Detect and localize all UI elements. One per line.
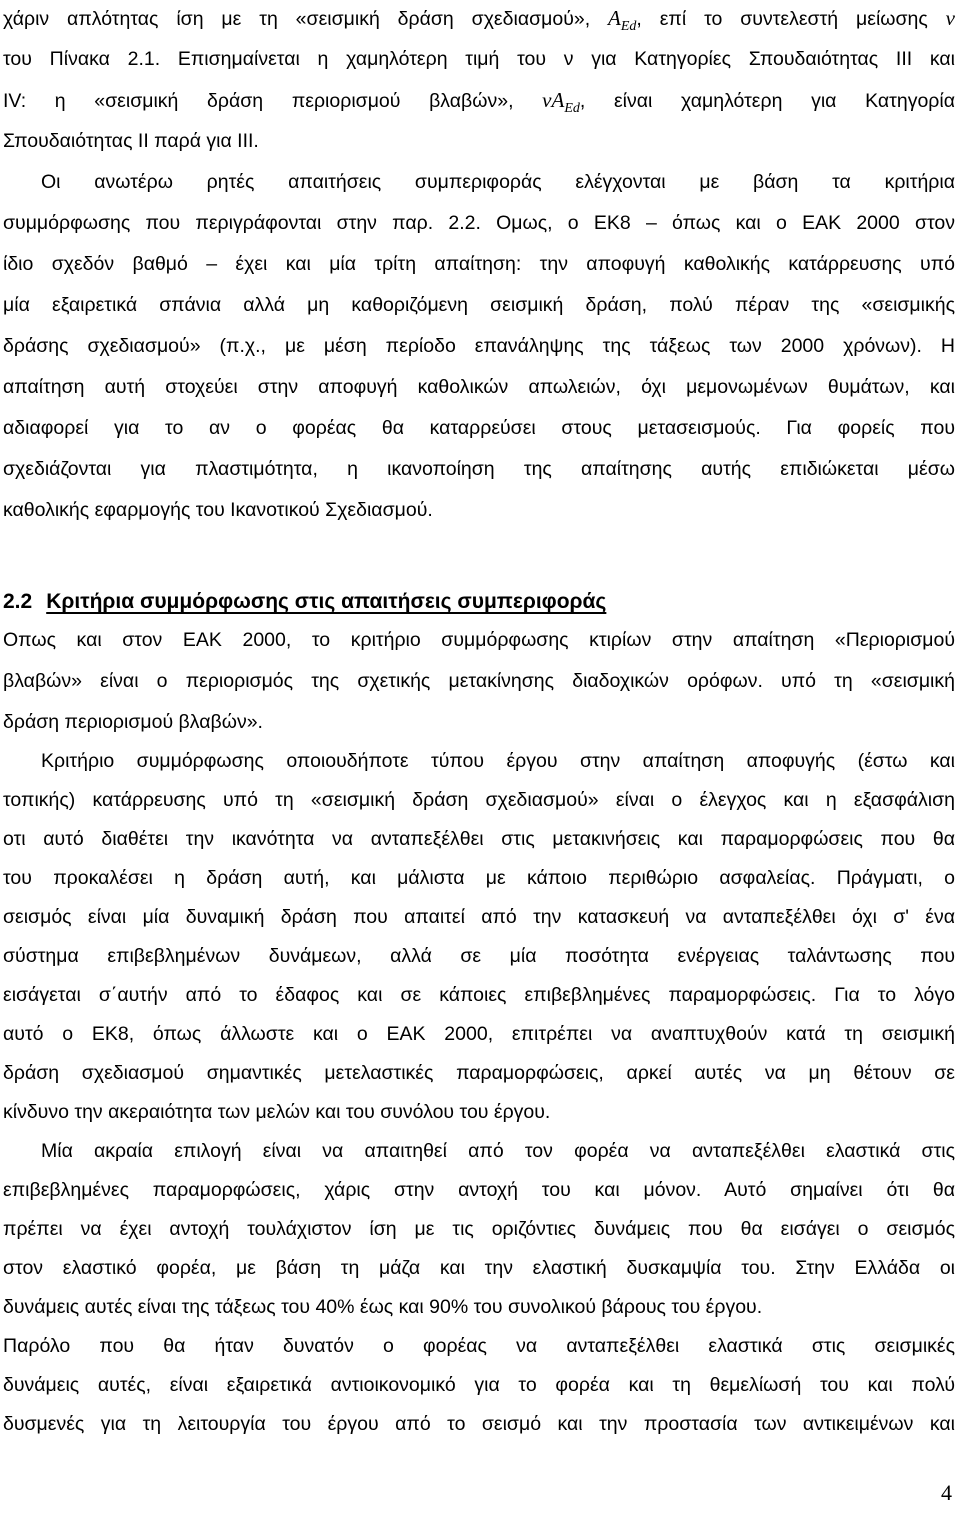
math-symbol: ν: [945, 6, 955, 30]
math-symbol: $\nu A_{Ed}$: [542, 88, 580, 116]
paragraph-line: αυτό ο ΕΚ8, όπως άλλωστε και ο ΕΑΚ 2000, επιτρέπει να αναπτυχθούν κατά τη σεισμική: [3, 1023, 955, 1045]
paragraph-line: σεισμός είναι μία δυναμική δράση που απαιτεί από την κατασκευή να ανταπεξέλθει όχι σ' ένα: [3, 906, 955, 928]
paragraph-line: επιβεβλημένες παραμορφώσεις, χάρις στην αντοχή του και μόνον. Αυτό σημαίνει ότι θα: [3, 1179, 955, 1201]
paragraph-line: οτι αυτό διαθέτει την ικανότητα να ανταπεξέλθει στις μετακινήσεις και παραμορφώσεις που θα: [3, 828, 955, 850]
paragraph-line: καθολικής εφαρμογής του Ικανοτικού Σχεδιασμού.: [3, 499, 433, 521]
paragraph-line: Παρόλο που θα ήταν δυνατόν ο φορέας να ανταπεξέλθει ελαστικά στις σεισμικές: [3, 1335, 955, 1357]
paragraph-line: συμμόρφωσης που περιγράφονται στην παρ. 2.2. Ομως, ο ΕΚ8 – όπως και ο ΕΑΚ 2000 στον: [3, 212, 955, 234]
text-line: Σπουδαιότητας ΙΙ παρά για ΙΙΙ.: [3, 130, 259, 152]
paragraph-line: τοπικής) κατάρρευσης υπό τη «σεισμική δράση σχεδιασμού» είναι ο έλεγχος και η εξασφάλιση: [3, 789, 955, 811]
paragraph-line: βλαβών» είναι ο περιορισμός της σχετικής μετακίνησης διαδοχικών ορόφων. υπό τη «σεισμική: [3, 670, 955, 692]
page-number: 4: [941, 1480, 952, 1505]
math-symbol: $A_{Ed}$: [608, 6, 637, 34]
section-heading: [3, 590, 955, 614]
paragraph-line: Κριτήριο συμμόρφωσης οποιουδήποτε τύπου έργου στην απαίτηση αποφυγής (έστω και: [41, 750, 955, 772]
paragraph-line: εισάγεται σ΄αυτήν από το έδαφος και σε κάποιες επιβεβλημένες παραμορφώσεις. Για το λόγο: [3, 984, 955, 1006]
paragraph-line: Οπως και στον ΕΑΚ 2000, το κριτήριο συμμόρφωσης κτιρίων στην απαίτηση «Περιορισμού: [3, 629, 955, 651]
paragraph-line: σχεδιάζονται για πλαστιμότητα, η ικανοποίηση της απαίτησης αυτής επιδιώκεται μέσω: [3, 458, 955, 480]
paragraph-line: Οι ανωτέρω ρητές απαιτήσεις συμπεριφοράς ελέγχονται με βάση τα κριτήρια: [41, 171, 955, 193]
paragraph-line: Μία ακραία επιλογή είναι να απαιτηθεί από τον φορέα να ανταπεξέλθει ελαστικά στις: [41, 1140, 955, 1162]
section-title: Κριτήρια συμμόρφωσης στις απαιτήσεις συμπεριφοράς: [46, 590, 607, 613]
paragraph-line: δυνάμεις αυτές είναι της τάξεως του 40% έως και 90% του συνολικού βάρους του έργου.: [3, 1296, 763, 1318]
paragraph-line: αδιαφορεί για το αν ο φορέας θα καταρρεύσει στους μετασεισμούς. Για φορείς που: [3, 417, 955, 439]
paragraph-line: δράσης σχεδιασμού» (π.χ., με μέση περίοδο επανάληψης της τάξεως των 2000 χρόνων). Η: [3, 335, 955, 357]
text-line: IV: η «σεισμική δράση περιορισμού βλαβών», $\nu A_{Ed}$, είναι χαμηλότερη για Κατηγορία: [3, 88, 955, 116]
paragraph-line: κίνδυνο την ακεραιότητα των μελών και του συνόλου του έργου.: [3, 1101, 551, 1123]
paragraph-line: δυσμενές για τη λειτουργία του έργου από το σεισμό και την προστασία των αντικειμένων και: [3, 1413, 955, 1435]
text-line: χάριν απλότητας ίση με τη «σεισμική δράση σχεδιασμού», $A_{Ed}$, επί το συντελεστή μείωσης ν: [3, 6, 955, 34]
section-number: 2.2: [3, 590, 33, 613]
paragraph-line: πρέπει να έχει αντοχή τουλάχιστον ίση με τις οριζόντιες δυνάμεις που θα εισάγει ο σεισμός: [3, 1218, 955, 1240]
paragraph-line: στον ελαστικό φορέα, με βάση τη μάζα και την ελαστική δυσκαμψία του. Στην Ελλάδα οι: [3, 1257, 955, 1279]
paragraph-line: δράση σχεδιασμού σημαντικές μετελαστικές παραμορφώσεις, αρκεί αυτές να μη θέτουν σε: [3, 1062, 955, 1084]
paragraph-line: δράση περιορισμού βλαβών».: [3, 711, 263, 733]
paragraph-line: δυνάμεις αυτές, είναι εξαιρετικά αντιοικονομικό για το φορέα και τη θεμελίωσή του και πολύ: [3, 1374, 955, 1396]
paragraph-line: μία εξαιρετικά σπάνια αλλά μη καθοριζόμενη σεισμική δράση, πολύ πέραν της «σεισμικής: [3, 294, 955, 316]
paragraph-line: απαίτηση αυτή στοχεύει στην αποφυγή καθολικών απωλειών, όχι μεμονωμένων θυμάτων, και: [3, 376, 955, 398]
paragraph-line: ίδιο σχεδόν βαθμό – έχει και μία τρίτη απαίτηση: την αποφυγή καθολικής κατάρρευσης υπό: [3, 253, 955, 275]
paragraph-line: του προκαλέσει η δράση αυτή, και μάλιστα με κάποιο περιθώριο ασφαλείας. Πράγματι, ο: [3, 867, 955, 889]
text-line: του Πίνακα 2.1. Επισημαίνεται η χαμηλότερη τιμή του ν για Κατηγορίες Σπουδαιότητας ΙΙΙ και: [3, 48, 955, 70]
paragraph-line: σύστημα επιβεβλημένων δυνάμεων, αλλά σε μία ποσότητα ενέργειας ταλάντωσης που: [3, 945, 955, 967]
